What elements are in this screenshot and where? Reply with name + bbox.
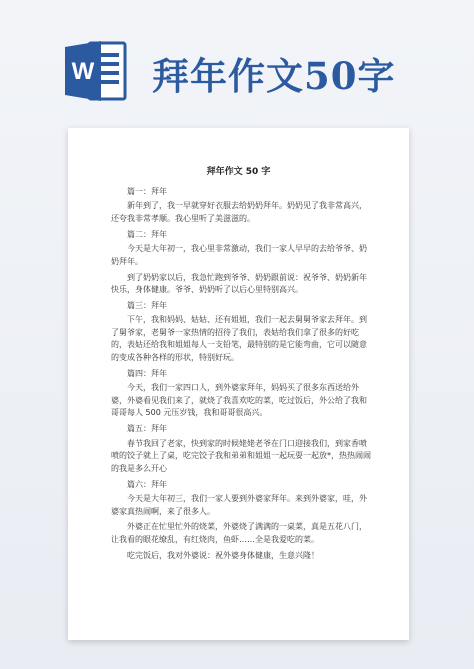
paragraph: 今天是大年初三，我们一家人要到外婆家拜年。来到外婆家，哇，外婆家真热闹啊，来了很多人。 bbox=[111, 493, 367, 516]
paragraph: 今天，我们一家四口人，到外婆家拜年，妈妈买了很多东西送给外婆，外婆看见我们来了，就烧了我喜欢吃的菜，吃过饭后，外公给了我和哥哥每人 500 元压岁钱，我和哥哥很高兴。 bbox=[111, 383, 367, 418]
paragraph: 下午，我和妈妈、姑姑、还有姐姐，我们一起去舅舅爷家去拜年。到了舅爷家，老舅爷一家热情的招待了我们，表姑给我们拿了很多的好吃的，表姑还给我和姐姐每人一支铅笔，最特别的是它能弯曲，它可以随意的变成各种各样的形状，特别好玩。 bbox=[111, 315, 367, 363]
document-page bbox=[68, 128, 409, 640]
document-body bbox=[111, 186, 374, 566]
section-heading: 篇四：拜年 bbox=[127, 368, 167, 378]
section-heading: 篇一：拜年 bbox=[127, 187, 167, 196]
section-heading: 篇六：拜年 bbox=[127, 479, 167, 489]
section-heading: 篇三：拜年 bbox=[127, 300, 167, 310]
section-heading: 篇五：拜年 bbox=[127, 424, 167, 434]
section-heading: 篇二：拜年 bbox=[127, 229, 167, 239]
paragraph: 春节我回了老家，快到家的时候姥姥老爷在门口迎接我们，到家香喷喷的饺子就上了桌，吃完饺子我和弟弟和姐姐一起玩耍一起放*，热热闹闹的我是多么开心 bbox=[111, 438, 371, 473]
page-title: 拜年作文50字 bbox=[152, 54, 396, 98]
paragraph: 外婆正在忙里忙外的烧菜，外婆烧了满满的一桌菜，真是五花八门，让我看的眼花缭乱，有红烧肉，鱼虾……全是我爱吃的菜。 bbox=[111, 522, 367, 544]
svg-text:W: W bbox=[71, 58, 95, 85]
document-title: 拜年作文 50 字 bbox=[206, 167, 271, 177]
paragraph: 新年到了，我一早就穿好衣服去给奶奶拜年。奶奶见了我非常高兴，还夸我非常孝顺。我心里听了美滋滋的。 bbox=[111, 201, 367, 223]
word-document-icon bbox=[63, 38, 129, 104]
paragraph: 吃完饭后，我对外婆说：祝外婆身体健康，生意兴隆！ bbox=[127, 550, 319, 560]
header bbox=[0, 0, 474, 118]
paragraph: 到了奶奶家以后，我急忙跑到爷爷、奶奶跟前说：祝爷爷、奶奶新年快乐，身体健康。爷爷、奶奶听了以后心里特别高兴。 bbox=[111, 272, 367, 295]
paragraph: 今天是大年初一，我心里非常激动，我们一家人早早的去给爷爷、奶奶拜年。 bbox=[111, 244, 367, 266]
